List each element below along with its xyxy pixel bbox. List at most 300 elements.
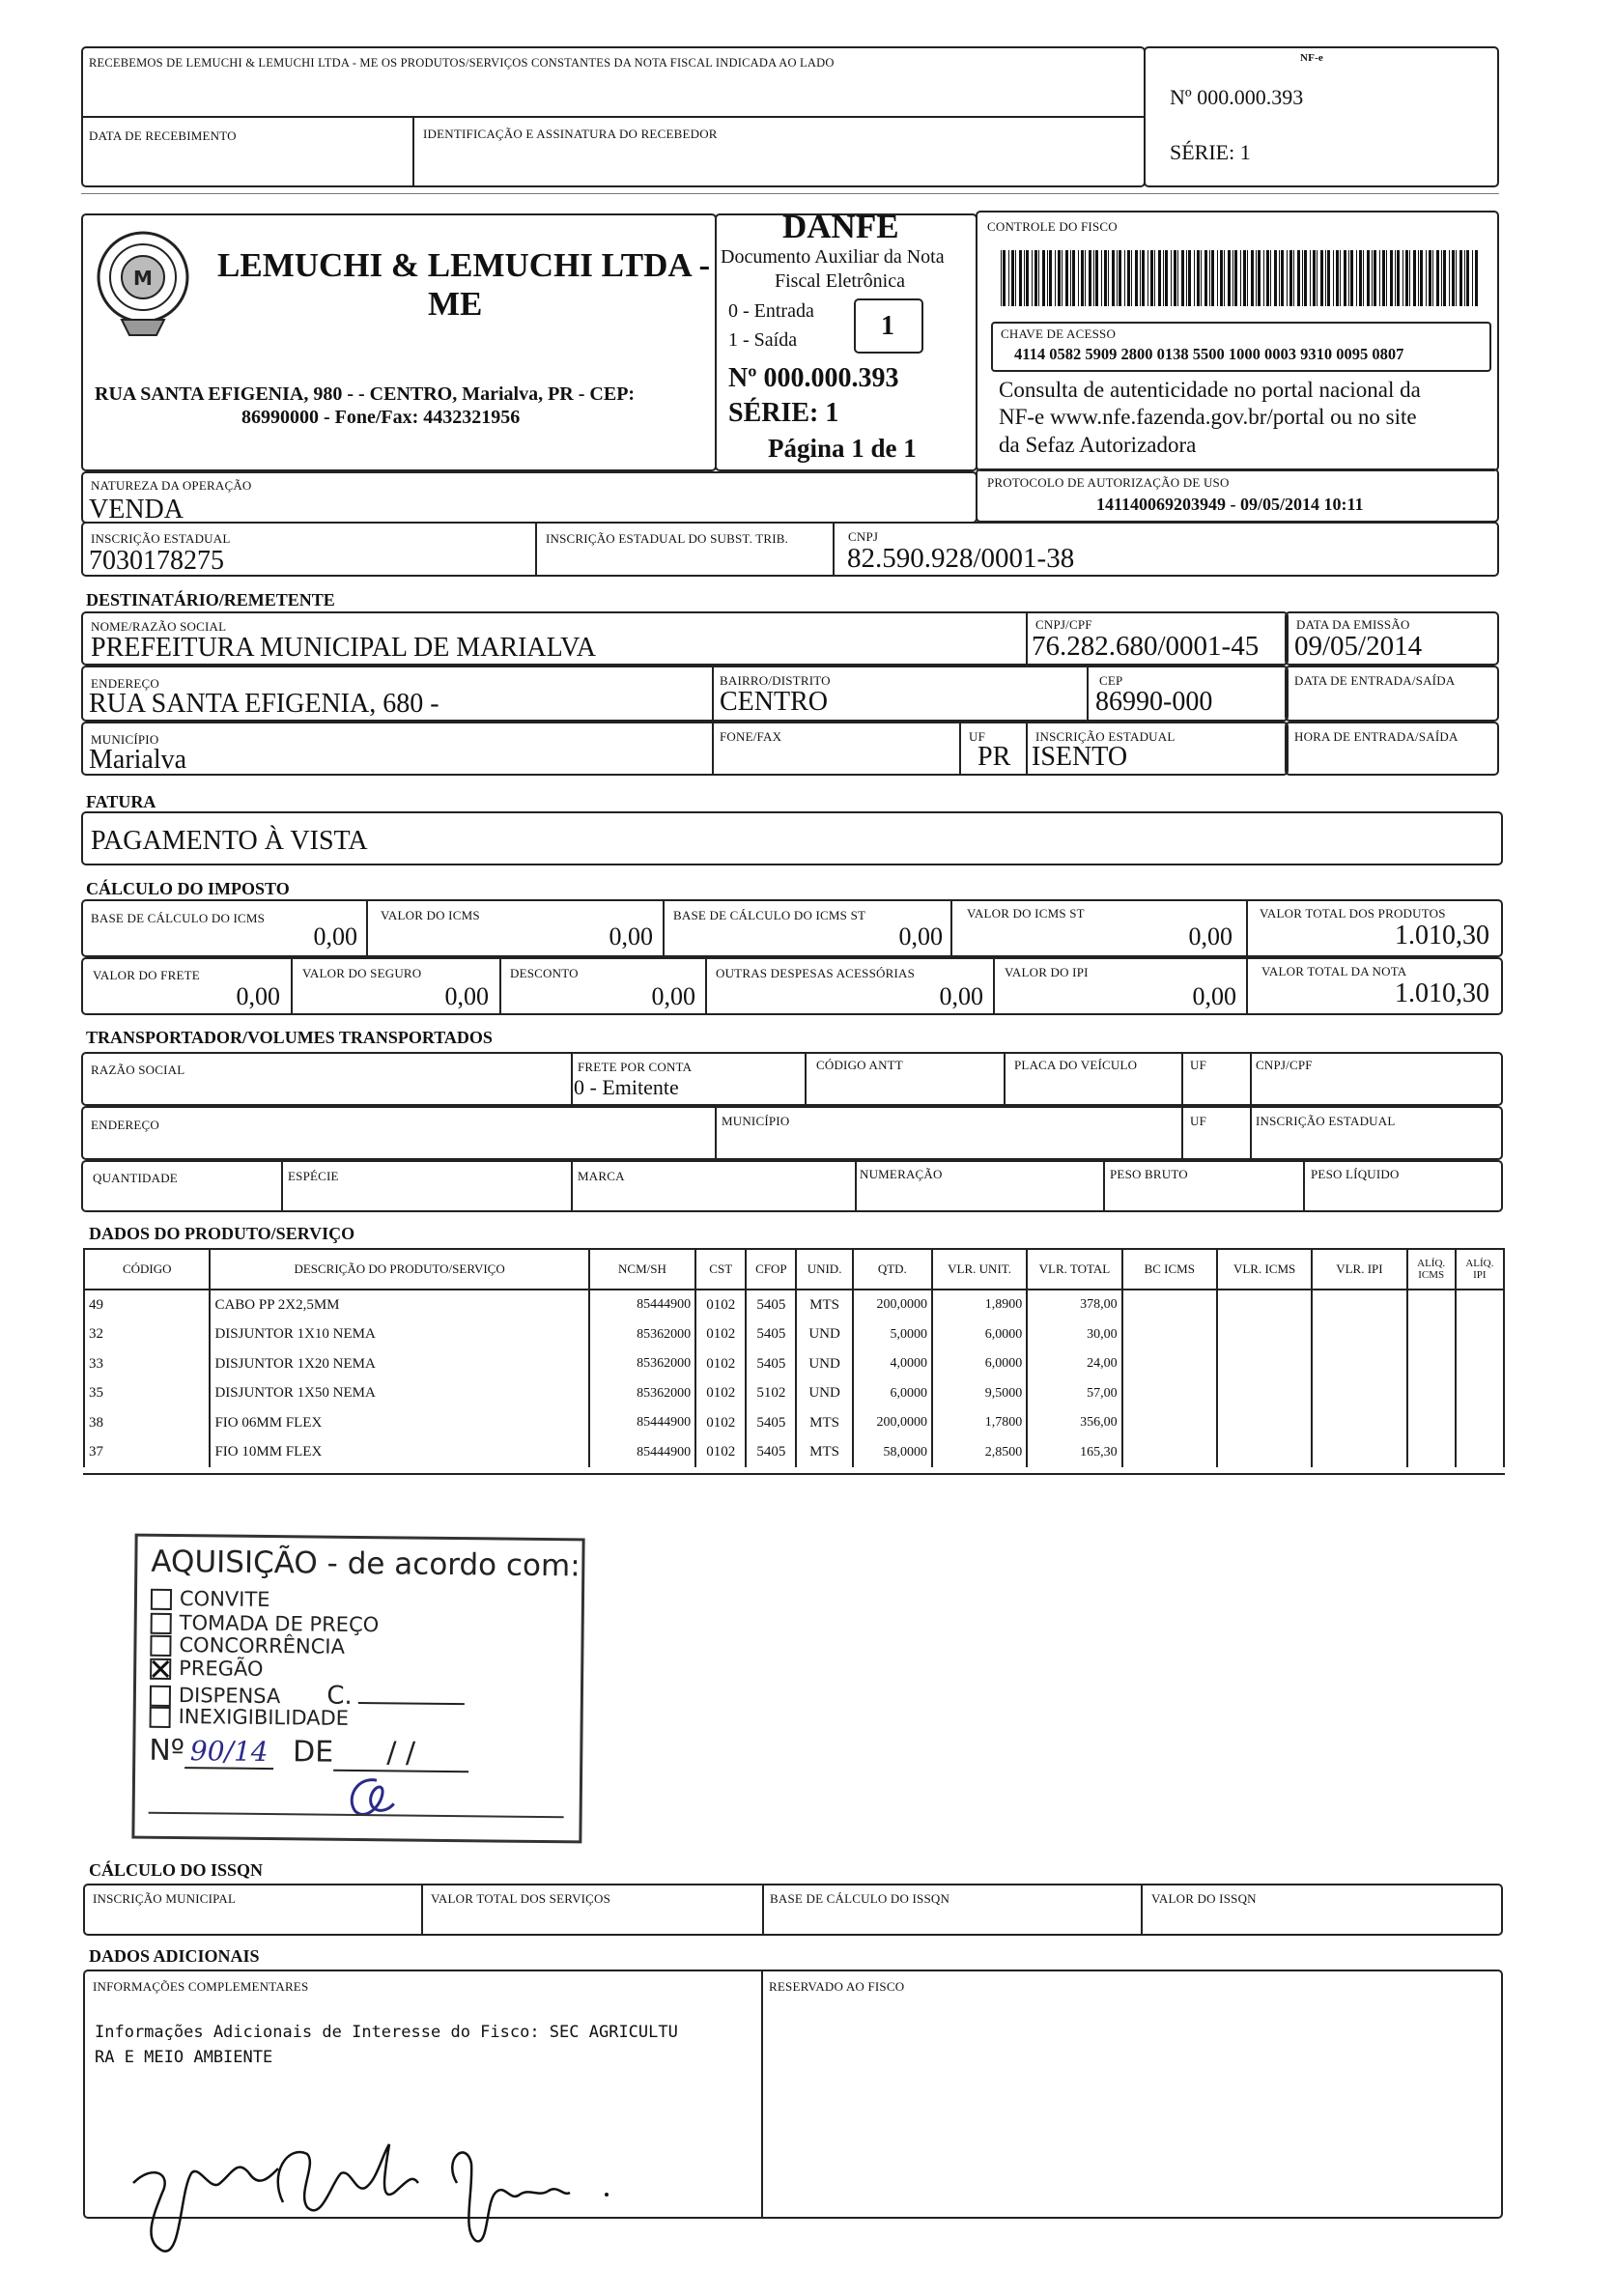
adicionais-fisco-label: RESERVADO AO FISCO <box>769 1979 905 1994</box>
barcode-bar <box>1304 250 1307 306</box>
barcode-bar <box>1432 250 1433 306</box>
barcode-bar <box>1266 250 1269 306</box>
imposto-section: CÁLCULO DO IMPOSTO <box>86 879 290 898</box>
table-cell: 5405 <box>746 1320 796 1350</box>
table-cell: 5405 <box>746 1290 796 1320</box>
transp-uf-label: UF <box>1190 1058 1207 1072</box>
imp-r2-d4 <box>993 957 995 1015</box>
barcode-bar <box>1344 250 1346 306</box>
table-row <box>84 1408 1504 1438</box>
barcode-bar <box>1032 250 1033 306</box>
table-cell <box>1312 1408 1406 1438</box>
stamp-initials-signature <box>338 1769 407 1828</box>
stamp-opt1: CONVITE <box>179 1587 270 1612</box>
produtos-section: DADOS DO PRODUTO/SERVIÇO <box>89 1224 355 1243</box>
imp-r2-d5 <box>1246 957 1248 1015</box>
stamp-de: DE <box>292 1735 334 1770</box>
table-header-cell: UNID. <box>796 1249 852 1290</box>
table-cell <box>1312 1438 1406 1468</box>
table-cell: DISJUNTOR 1X20 NEMA <box>210 1349 588 1379</box>
table-cell: 5405 <box>746 1438 796 1468</box>
dest-ie-label: INSCRIÇÃO ESTADUAL <box>1035 729 1176 744</box>
table-cell: UND <box>796 1320 852 1350</box>
table-cell: 85444900 <box>589 1438 695 1468</box>
dest-fone-label: FONE/FAX <box>720 729 782 744</box>
transp-endereco-label: ENDEREÇO <box>91 1118 159 1132</box>
products-bottom-line <box>83 1473 1505 1475</box>
table-header-cell: BC ICMS <box>1122 1249 1217 1290</box>
barcode-bar <box>1112 250 1115 306</box>
table-cell: 5102 <box>746 1379 796 1409</box>
table-cell: 32 <box>84 1320 210 1350</box>
barcode-bar <box>1119 250 1121 306</box>
barcode-bar <box>1038 250 1039 306</box>
dest-cnpj-label: CNPJ/CPF <box>1035 617 1092 632</box>
barcode-bar <box>1466 250 1469 306</box>
transp-peso-liquido-label: PESO LÍQUIDO <box>1311 1167 1400 1181</box>
seguro-label: VALOR DO SEGURO <box>302 966 422 980</box>
barcode-bar <box>1327 250 1330 306</box>
barcode-bar <box>1293 250 1294 306</box>
table-cell: 5405 <box>746 1349 796 1379</box>
table-cell: 4,0000 <box>853 1349 932 1379</box>
barcode-bar <box>1165 250 1168 306</box>
checked-box-icon <box>150 1658 171 1680</box>
valor-icms: 0,00 <box>609 922 653 950</box>
barcode-bar <box>1402 250 1403 306</box>
table-row <box>84 1349 1504 1379</box>
barcode-bar <box>1420 250 1423 306</box>
table-cell: MTS <box>796 1290 852 1320</box>
dest-r3-div2 <box>959 722 961 776</box>
barcode-bar <box>1240 250 1241 306</box>
checkbox-icon <box>151 1613 172 1634</box>
dest-municipio-label: MUNICÍPIO <box>91 732 159 747</box>
barcode-bar <box>1228 250 1231 306</box>
ie-divider-2 <box>833 522 835 577</box>
emitter-address-line2: 86990000 - Fone/Fax: 4432321956 <box>241 407 521 428</box>
cnpj-value: 82.590.928/0001-38 <box>847 543 1075 574</box>
table-row <box>84 1379 1504 1409</box>
table-cell: 200,0000 <box>853 1290 932 1320</box>
table-cell <box>1456 1438 1504 1468</box>
emitter-logo <box>93 227 193 341</box>
protocolo-value: 141140069203949 - 09/05/2014 10:11 <box>1096 495 1364 514</box>
checkbox-icon <box>150 1635 171 1657</box>
transp-peso-bruto-label: PESO BRUTO <box>1110 1167 1188 1181</box>
barcode-bar <box>1042 250 1045 306</box>
barcode-bar <box>1247 250 1248 306</box>
barcode-bar <box>1204 250 1207 306</box>
barcode-bar <box>1003 250 1006 306</box>
total-nota: 1.010,30 <box>1395 978 1489 1008</box>
barcode-bar <box>1078 250 1079 306</box>
adicionais-section: DADOS ADICIONAIS <box>89 1946 260 1966</box>
barcode-bar <box>1072 250 1075 306</box>
barcode-bar <box>1356 250 1357 306</box>
emitter-address-line1: RUA SANTA EFIGENIA, 980 - - CENTRO, Marialva, PR - CEP: <box>95 383 636 405</box>
table-row <box>84 1290 1504 1320</box>
barcode-bar <box>1209 250 1210 306</box>
table-cell: 1,7800 <box>932 1408 1027 1438</box>
barcode-bar <box>1181 250 1184 306</box>
barcode-bar <box>1234 250 1237 306</box>
tr-r1-d2 <box>805 1052 807 1106</box>
barcode-bar <box>1413 250 1416 306</box>
receipt-text: RECEBEMOS DE LEMUCHI & LEMUCHI LTDA - ME OS PRODUTOS/SERVIÇOS CONSTANTES DA NOTA FISCAL INDICADA AO LADO <box>89 56 835 70</box>
table-cell: 24,00 <box>1027 1349 1121 1379</box>
destinatario-section: DESTINATÁRIO/REMETENTE <box>86 590 335 609</box>
table-cell <box>1312 1320 1406 1350</box>
barcode-bar <box>1256 250 1257 306</box>
stamp-date: / / <box>333 1736 468 1772</box>
table-cell <box>1407 1408 1456 1438</box>
stamp-opt3: CONCORRÊNCIA <box>179 1633 346 1658</box>
table-cell: 0102 <box>695 1290 746 1320</box>
barcode-bar <box>1313 250 1316 306</box>
barcode-bar <box>1367 250 1370 306</box>
transp-especie-label: ESPÉCIE <box>288 1169 339 1183</box>
danfe-number: Nº 000.000.393 <box>728 363 899 393</box>
table-cell <box>1312 1379 1406 1409</box>
table-cell: 2,8500 <box>932 1438 1027 1468</box>
barcode-bar <box>1174 250 1176 306</box>
table-cell <box>1217 1290 1312 1320</box>
table-header-cell: CÓDIGO <box>84 1249 210 1290</box>
table-cell <box>1122 1349 1217 1379</box>
barcode-bar <box>1386 250 1387 306</box>
dest-r3-div3 <box>1026 722 1028 776</box>
barcode-bar <box>1001 250 1002 306</box>
table-cell <box>1122 1438 1217 1468</box>
table-row <box>84 1320 1504 1350</box>
barcode-bar <box>1154 250 1155 306</box>
table-cell <box>1217 1408 1312 1438</box>
table-cell: 85444900 <box>589 1408 695 1438</box>
imp-r1-d1 <box>366 899 368 957</box>
barcode-bar <box>1197 250 1200 306</box>
checkbox-icon <box>151 1589 172 1610</box>
tr-r3-d4 <box>1103 1160 1105 1212</box>
table-cell: 85362000 <box>589 1320 695 1350</box>
table-cell <box>1122 1320 1217 1350</box>
transp-marca-label: MARCA <box>578 1169 625 1183</box>
imp-r1-d3 <box>950 899 952 957</box>
aquisicao-stamp <box>131 1534 584 1844</box>
table-cell: 9,5000 <box>932 1379 1027 1409</box>
barcode-bar <box>1026 250 1029 306</box>
barcode-bar <box>1070 250 1071 306</box>
receipt-nfe-label: NF-e <box>1300 52 1324 64</box>
ipi: 0,00 <box>1192 982 1236 1010</box>
table-cell: UND <box>796 1349 852 1379</box>
frete: 0,00 <box>236 982 280 1010</box>
table-cell <box>1407 1379 1456 1409</box>
issqn-im-label: INSCRIÇÃO MUNICIPAL <box>93 1891 237 1906</box>
barcode-bar <box>1093 250 1094 306</box>
barcode-bar <box>1310 250 1311 306</box>
stamp-numero-line <box>149 1734 468 1772</box>
stamp-dispensa-line <box>358 1702 465 1705</box>
barcode-bar <box>1047 250 1048 306</box>
table-cell <box>1407 1438 1456 1468</box>
table-cell: FIO 06MM FLEX <box>210 1408 588 1438</box>
barcode-bar <box>1429 250 1431 306</box>
danfe-subtitle-line1: Documento Auxiliar da Nota <box>721 246 945 268</box>
barcode-bar <box>1024 250 1025 306</box>
barcode-bar <box>1459 250 1462 306</box>
transp-numeracao-label: NUMERAÇÃO <box>860 1167 943 1181</box>
barcode-bar <box>1085 250 1086 306</box>
table-cell: 49 <box>84 1290 210 1320</box>
table-cell <box>1312 1349 1406 1379</box>
tr-r2-d2 <box>1181 1106 1183 1160</box>
receipt-date-label: DATA DE RECEBIMENTO <box>89 128 237 143</box>
table-cell: 35 <box>84 1379 210 1409</box>
barcode-bar <box>1101 250 1102 306</box>
imp-r2-d2 <box>499 957 501 1015</box>
table-cell: FIO 10MM FLEX <box>210 1438 588 1468</box>
checkbox-icon <box>150 1686 171 1707</box>
imp-r1-d4 <box>1246 899 1248 957</box>
ipi-label: VALOR DO IPI <box>1005 965 1089 979</box>
base-st-label: BASE DE CÁLCULO DO ICMS ST <box>673 908 866 922</box>
barcode-bar <box>1124 250 1125 306</box>
receipt-id-label: IDENTIFICAÇÃO E ASSINATURA DO RECEBEDOR <box>423 127 718 141</box>
imp-r1-d2 <box>663 899 665 957</box>
barcode-bar <box>1188 250 1191 306</box>
barcode-bar <box>1150 250 1153 306</box>
ie-row <box>81 522 1499 577</box>
barcode-bar <box>1095 250 1098 306</box>
danfe-pagina: Página 1 de 1 <box>768 434 917 463</box>
barcode-bar <box>1297 250 1300 306</box>
danfe-serie: SÉRIE: 1 <box>728 398 839 428</box>
stamp-numero-prefix: Nº <box>149 1733 185 1769</box>
table-cell: 38 <box>84 1408 210 1438</box>
table-cell <box>1312 1290 1406 1320</box>
table-cell: 356,00 <box>1027 1408 1121 1438</box>
dest-r1-div <box>1026 611 1028 666</box>
valor-st-label: VALOR DO ICMS ST <box>967 906 1085 921</box>
desconto-label: DESCONTO <box>510 966 579 980</box>
tr-r1-d3 <box>1004 1052 1006 1106</box>
barcode-bar <box>1243 250 1246 306</box>
adicionais-div <box>761 1970 763 2219</box>
products-table <box>83 1248 1505 1467</box>
table-cell: 6,0000 <box>853 1379 932 1409</box>
dest-hora-label: HORA DE ENTRADA/SAÍDA <box>1294 729 1459 744</box>
table-cell: MTS <box>796 1438 852 1468</box>
table-cell <box>1456 1408 1504 1438</box>
barcode-bar <box>1058 250 1061 306</box>
dest-uf: PR <box>978 742 1011 772</box>
stamp-opt-pregao <box>150 1657 264 1681</box>
outras-label: OUTRAS DESPESAS ACESSÓRIAS <box>716 966 916 980</box>
barcode-bar <box>1049 250 1052 306</box>
dest-r2-div1 <box>712 666 714 722</box>
dest-municipio: Marialva <box>89 745 187 775</box>
barcode-bar <box>1186 250 1187 306</box>
table-cell: 0102 <box>695 1320 746 1350</box>
fisco-consulta-line3: da Sefaz Autorizadora <box>999 433 1197 457</box>
barcode-bar <box>1251 250 1254 306</box>
barcode-bar <box>1452 250 1455 306</box>
barcode-bar <box>1270 250 1271 306</box>
transp-ie-label: INSCRIÇÃO ESTADUAL <box>1256 1114 1396 1128</box>
dest-nome: PREFEITURA MUNICIPAL DE MARIALVA <box>91 633 597 663</box>
table-cell: CABO PP 2X2,5MM <box>210 1290 588 1320</box>
table-cell: 33 <box>84 1349 210 1379</box>
barcode-bar <box>1011 250 1014 306</box>
fisco-chave-label: CHAVE DE ACESSO <box>1001 326 1117 341</box>
table-cell <box>1407 1290 1456 1320</box>
table-header-cell: ALÍQ. ICMS <box>1407 1249 1456 1290</box>
table-cell: 5,0000 <box>853 1320 932 1350</box>
issqn-base-label: BASE DE CÁLCULO DO ISSQN <box>770 1891 950 1906</box>
barcode-bar <box>1409 250 1410 306</box>
barcode-bar <box>1108 250 1109 306</box>
adicionais-info-line2: RA E MEIO AMBIENTE <box>95 2048 273 2067</box>
barcode-bar <box>1418 250 1419 306</box>
barcode-bar <box>1348 250 1349 306</box>
barcode-bar <box>1142 250 1145 306</box>
table-cell <box>1456 1320 1504 1350</box>
barcode-bar <box>1405 250 1408 306</box>
dest-uf-label: UF <box>969 729 986 744</box>
ie-divider-1 <box>535 522 537 577</box>
transp-quantidade-label: QUANTIDADE <box>93 1171 178 1185</box>
protocolo-label: PROTOCOLO DE AUTORIZAÇÃO DE USO <box>987 475 1230 490</box>
barcode-bar <box>1449 250 1450 306</box>
barcode-bar <box>1475 250 1478 306</box>
barcode-bar <box>1140 250 1141 306</box>
barcode-bar <box>1127 250 1130 306</box>
barcode-bar <box>1158 250 1161 306</box>
barcode-bar <box>1081 250 1084 306</box>
barcode-bar <box>1258 250 1261 306</box>
barcode-bar <box>1443 250 1446 306</box>
barcode-bar <box>1065 250 1068 306</box>
ie-st-label: INSCRIÇÃO ESTADUAL DO SUBST. TRIB. <box>546 531 789 546</box>
transp-placa-label: PLACA DO VEÍCULO <box>1014 1058 1138 1072</box>
barcode-bar <box>1436 250 1439 306</box>
table-header-cell: CFOP <box>746 1249 796 1290</box>
table-cell: 6,0000 <box>932 1349 1027 1379</box>
transp-razao-label: RAZÃO SOCIAL <box>91 1063 185 1077</box>
danfe-subtitle-line2: Fiscal Eletrônica <box>775 270 905 292</box>
barcode-bar <box>1317 250 1318 306</box>
table-header-cell: CST <box>695 1249 746 1290</box>
table-cell: 5405 <box>746 1408 796 1438</box>
table-cell: 30,00 <box>1027 1320 1121 1350</box>
danfe-tipo: 1 <box>881 311 894 341</box>
table-cell <box>1456 1349 1504 1379</box>
fisco-controle-label: CONTROLE DO FISCO <box>987 219 1118 234</box>
table-cell <box>1407 1320 1456 1350</box>
table-cell: 58,0000 <box>853 1438 932 1468</box>
barcode-bar <box>1302 250 1303 306</box>
adicionais-info-line1: Informações Adicionais de Interesse do Fisco: SEC AGRICULTU <box>95 2023 678 2042</box>
fisco-chave: 4114 0582 5909 2800 0138 5500 1000 0003 9310 0095 0807 <box>1014 345 1404 363</box>
tr-r1-d1 <box>571 1052 573 1106</box>
dest-nome-label: NOME/RAZÃO SOCIAL <box>91 619 227 634</box>
table-header-cell: VLR. ICMS <box>1217 1249 1312 1290</box>
table-cell <box>1407 1349 1456 1379</box>
table-cell: DISJUNTOR 1X50 NEMA <box>210 1379 588 1409</box>
transp-antt-label: CÓDIGO ANTT <box>816 1058 903 1072</box>
dest-cep-label: CEP <box>1099 673 1123 688</box>
barcode-bar <box>1279 250 1280 306</box>
emitter-name-line1: LEMUCHI & LEMUCHI LTDA - <box>217 246 711 284</box>
ie-label: INSCRIÇÃO ESTADUAL <box>91 531 231 546</box>
dest-entrada-label: DATA DE ENTRADA/SAÍDA <box>1294 673 1456 688</box>
transp-frete-label: FRETE POR CONTA <box>578 1060 693 1074</box>
ie-value: 7030178275 <box>89 546 224 576</box>
table-cell: UND <box>796 1379 852 1409</box>
barcode-bar <box>1374 250 1376 306</box>
svg-text:M: M <box>133 267 153 290</box>
emitter-name-line2: ME <box>428 285 483 323</box>
barcode-bar <box>1220 250 1223 306</box>
tr-r2-d3 <box>1250 1106 1252 1160</box>
barcode-bar <box>1456 250 1457 306</box>
stamp-title: AQUISIÇÃO - de acordo com: <box>151 1544 581 1584</box>
barcode-bar <box>1340 250 1341 306</box>
handwritten-signature <box>124 2135 626 2280</box>
barcode-bar <box>1131 250 1132 306</box>
total-nota-label: VALOR TOTAL DA NOTA <box>1261 964 1407 978</box>
desconto: 0,00 <box>651 982 695 1010</box>
base-icms-label: BASE DE CÁLCULO DO ICMS <box>91 911 266 925</box>
table-header-cell: NCM/SH <box>589 1249 695 1290</box>
table-header-cell: DESCRIÇÃO DO PRODUTO/SERVIÇO <box>210 1249 588 1290</box>
barcode-bar <box>1336 250 1339 306</box>
issqn-total-label: VALOR TOTAL DOS SERVIÇOS <box>431 1891 611 1906</box>
fatura-text: PAGAMENTO À VISTA <box>91 826 368 856</box>
tr-r3-d5 <box>1303 1160 1305 1212</box>
barcode-bar <box>1379 250 1380 306</box>
barcode-bar <box>1104 250 1107 306</box>
table-header-cell: ALÍQ. IPI <box>1456 1249 1504 1290</box>
total-prod-label: VALOR TOTAL DOS PRODUTOS <box>1260 906 1446 921</box>
dest-emissao: 09/05/2014 <box>1294 631 1423 662</box>
table-cell <box>1217 1349 1312 1379</box>
table-cell: 85362000 <box>589 1379 695 1409</box>
transp-cnpj-label: CNPJ/CPF <box>1256 1058 1313 1072</box>
table-cell: 200,0000 <box>853 1408 932 1438</box>
issqn-section: CÁLCULO DO ISSQN <box>89 1860 264 1880</box>
barcode-bar <box>1289 250 1292 306</box>
adicionais-info-label: INFORMAÇÕES COMPLEMENTARES <box>93 1979 309 1994</box>
issqn-d2 <box>762 1884 764 1936</box>
barcode-bar <box>1171 250 1172 306</box>
seguro: 0,00 <box>444 982 489 1010</box>
dest-ie: ISENTO <box>1032 742 1128 772</box>
dest-bairro-label: BAIRRO/DISTRITO <box>720 673 831 688</box>
table-header-cell: VLR. TOTAL <box>1027 1249 1121 1290</box>
barcode-bar <box>1472 250 1473 306</box>
table-cell <box>1456 1290 1504 1320</box>
table-cell: 0102 <box>695 1408 746 1438</box>
barcode-bar <box>1382 250 1385 306</box>
barcode-bar <box>1441 250 1442 306</box>
imp-r2-d1 <box>291 957 293 1015</box>
barcode-bar <box>1426 250 1427 306</box>
checkbox-icon <box>150 1707 171 1728</box>
barcode-bar <box>1464 250 1465 306</box>
dest-emissao-label: DATA DA EMISSÃO <box>1296 617 1410 632</box>
